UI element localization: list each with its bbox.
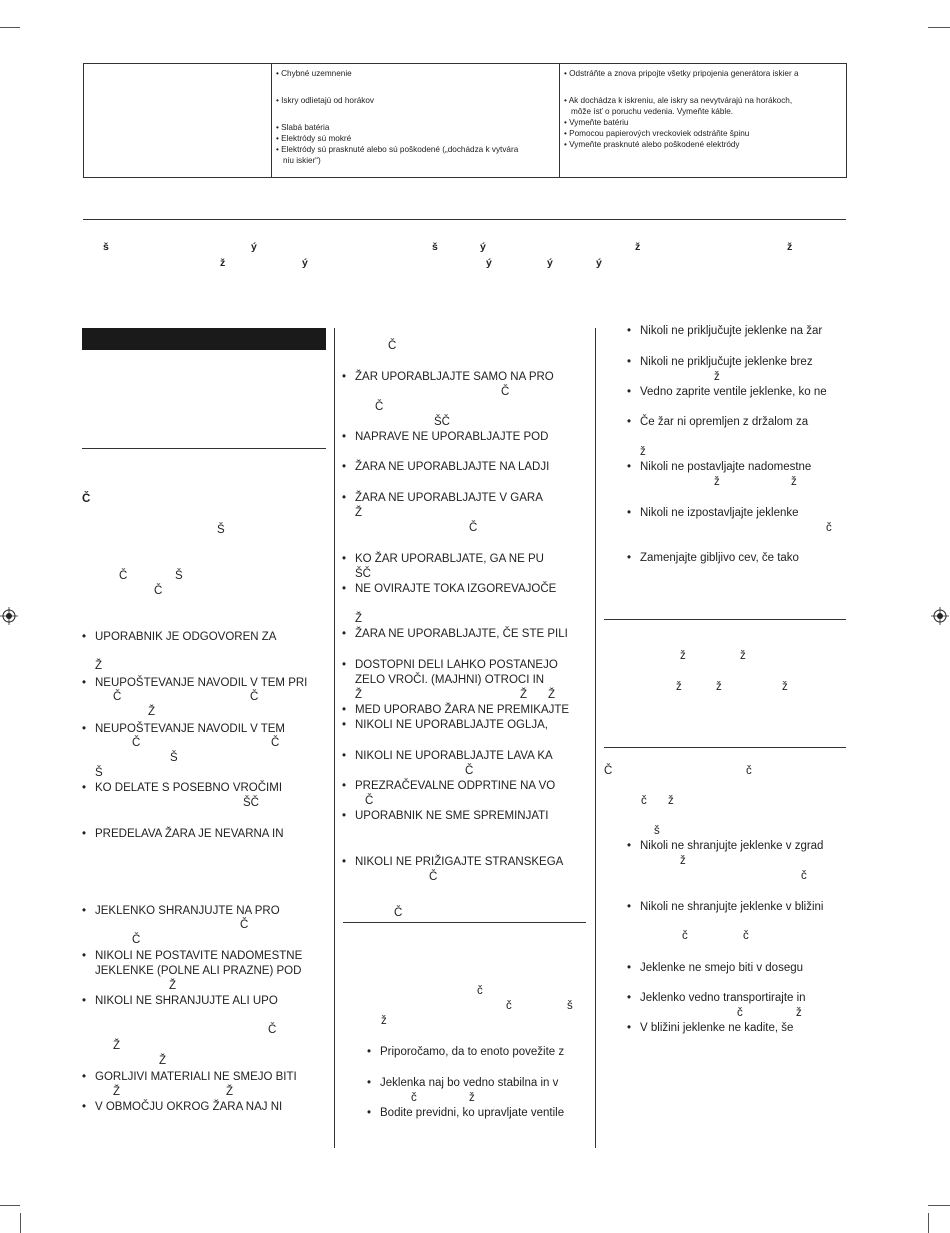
text-fragment: č [743,930,749,942]
list-item: • V bližini jeklenke ne kadite, še [640,1022,793,1034]
text-fragment: Š [95,767,103,779]
cause-line: • Chybné uzemnenie [276,69,352,78]
text-fragment: ž [796,1007,802,1019]
text-fragment: č [682,930,688,942]
list-item: • MED UPORABO ŽARA NE PREMIKAJTE [355,704,569,716]
list-item: • Vedno zaprite ventile jeklenke, ko ne [640,386,827,398]
text-fragment: ž [640,446,646,458]
text-fragment: Ž [113,1040,121,1052]
text-fragment: ž [381,1015,387,1027]
list-item: • NIKOLI NE PRIŽIGAJTE STRANSKEGA [355,856,563,868]
text-fragment: Č [119,570,128,582]
list-item: • Jeklenko vedno transportirajte in [640,992,806,1004]
solution-line: • Ak dochádza k iskreniu, ale iskry sa nevytvárajú na horákoch, [564,96,793,105]
text-fragment: Č [465,765,474,777]
list-item: • NIKOLI NE SHRANJUJTE ALI UPO [95,995,278,1007]
list-item: • NIKOLI NE UPORABLJAJTE LAVA KA [355,750,553,762]
trim-mark [20,1213,21,1233]
text-fragment: Č [154,585,163,597]
section-divider [83,219,846,220]
text-fragment: ž [782,681,788,693]
text-fragment: č [746,765,752,777]
intro-fragment: ž [787,241,793,253]
solution-line: môže ísť o poruchu vedenia. Vymeňte káble. [571,107,734,116]
text-fragment: Č [469,522,478,534]
cause-line: • Elektródy sú prasknuté alebo sú poškodené („dochádza k vytvára [276,145,519,154]
intro-fragment: ý [251,241,257,253]
column-divider [595,328,596,1148]
list-item: • Nikoli ne priključujte jeklenke na žar [640,325,822,337]
text-fragment: ž [676,681,682,693]
text-fragment: Ž [355,689,363,701]
text-fragment: č [641,795,647,807]
list-item: • ŽARA NE UPORABLJAJTE V GARA [355,492,543,504]
intro-fragment: ý [480,241,486,253]
text-fragment: Č [250,691,259,703]
text-fragment: Č [604,765,613,777]
list-item: • GORLJIVI MATERIALI NE SMEJO BITI [95,1071,297,1083]
text-fragment: Š [170,752,178,764]
list-item: • NEUPOŠTEVANJE NAVODIL V TEM PRI [95,677,307,689]
text-fragment: ž [469,1092,475,1104]
text-fragment: Ž [520,689,528,701]
list-item: • V OBMOČJU OKROG ŽARA NAJ NI [95,1101,282,1113]
text-fragment: Č [113,691,122,703]
text-fragment: Č [82,493,91,505]
text-fragment: Š [175,570,183,582]
list-item: • Priporočamo, da to enoto povežite z [380,1046,564,1058]
list-item: • UPORABNIK JE ODGOVOREN ZA [95,631,276,643]
list-item: • NIKOLI NE POSTAVITE NADOMESTNE [95,950,302,962]
text-fragment: Ž [226,1086,234,1098]
cause-line: niu iskier“) [283,156,321,165]
text-fragment: Č [501,386,510,398]
column-divider [334,328,335,1148]
list-item: • Jeklenke ne smejo biti v dosegu [640,962,803,974]
text-fragment: Š [217,524,225,536]
list-item: • Nikoli ne izpostavljajte jeklenke [640,507,799,519]
list-item: • KO ŽAR UPORABLJATE, GA NE PU [355,553,544,565]
solution-line: • Vymeňte batériu [564,118,629,127]
registration-mark-icon [931,607,949,625]
list-item: • KO DELATE S POSEBNO VROČIMI [95,782,282,794]
text-fragment: ŠČ [243,797,259,809]
text-fragment: č [411,1092,417,1104]
trim-mark [928,1213,929,1233]
text-fragment: ŠČ [355,568,371,580]
list-item-continuation: JEKLENKE (POLNE ALI PRAZNE) POD [95,965,302,977]
intro-fragment: ý [596,257,602,269]
list-item: • Nikoli ne postavljajte nadomestne [640,461,811,473]
registration-mark-icon [0,607,18,625]
text-fragment: ž [791,476,797,488]
text-fragment: Č [375,401,384,413]
text-fragment: Č [268,1024,277,1036]
intro-fragment: ý [547,257,553,269]
section-header-bar [82,328,326,350]
list-item: • DOSTOPNI DELI LAHKO POSTANEJO [355,659,558,671]
text-fragment: ž [714,371,720,383]
section-divider [343,922,586,923]
solution-line: • Odstráňte a znova pripojte všetky pripojenia generátora iskier a [564,69,799,78]
list-item: • UPORABNIK NE SME SPREMINJATI [355,810,548,822]
table-cell-solution [560,64,847,178]
text-fragment: ž [740,650,746,662]
list-item: • JEKLENKO SHRANJUJTE NA PRO [95,905,280,917]
text-fragment: ž [716,681,722,693]
cause-line: • Iskry odlietajú od horákov [276,96,374,105]
text-fragment: Ž [113,1086,121,1098]
list-item: • Nikoli ne priključujte jeklenke brez [640,356,813,368]
text-fragment: Ž [355,613,363,625]
list-item: • Če žar ni opremljen z držalom za [640,416,808,428]
trim-mark [0,27,20,28]
intro-fragment: ý [486,257,492,269]
text-fragment: Ž [548,689,556,701]
table-cell-problem [84,64,272,178]
list-item: • PREZRAČEVALNE ODPRTINE NA VO [355,780,555,792]
trim-mark [928,1205,950,1206]
troubleshooting-table [83,63,847,178]
list-item: • NEUPOŠTEVANJE NAVODIL V TEM [95,723,285,735]
list-item: • ŽARA NE UPORABLJAJTE, ČE STE PILI [355,628,568,640]
text-fragment: č [737,1007,743,1019]
list-item-continuation: ZELO VROČI. (MAJHNI) OTROCI IN [355,674,545,686]
intro-fragment: š [432,241,438,253]
text-fragment: Ž [355,507,363,519]
list-item: • Zamenjajte gibljivo cev, če tako [640,552,799,564]
text-fragment: Č [132,934,141,946]
text-fragment: č [477,985,483,997]
trim-mark [928,27,950,28]
solution-line: • Pomocou papierových vreckoviek odstráňte špinu [564,129,750,138]
list-item: • ŽAR UPORABLJAJTE SAMO NA PRO [355,371,554,383]
text-fragment: Ž [148,706,156,718]
text-fragment: ž [668,795,674,807]
intro-fragment: ž [635,241,641,253]
cause-line: • Slabá batéria [276,123,330,132]
list-item: • NAPRAVE NE UPORABLJAJTE POD [355,431,548,443]
list-item: • ŽARA NE UPORABLJAJTE NA LADJI [355,461,549,473]
list-item: • Bodite previdni, ko upravljate ventile [380,1107,564,1119]
text-fragment: č [801,870,807,882]
intro-fragment: ž [220,257,226,269]
table-cell-cause [272,64,560,178]
text-fragment: Č [132,737,141,749]
table-row [84,64,847,178]
text-fragment: Č [429,871,438,883]
text-fragment: č [826,522,832,534]
text-fragment: Č [365,795,374,807]
text-fragment: č [506,1000,512,1012]
text-fragment: Ž [159,1055,167,1067]
text-fragment: Ž [169,980,177,992]
intro-fragment: š [103,241,109,253]
trim-mark [0,1205,20,1206]
text-fragment: š [654,825,660,837]
solution-line: • Vymeňte prasknuté alebo poškodené elektródy [564,140,740,149]
list-item: • NE OVIRAJTE TOKA IZGOREVAJOČE [355,583,556,595]
list-item: • Jeklenka naj bo vedno stabilna in v [380,1077,558,1089]
text-fragment: Ž [95,660,103,672]
text-fragment: š [567,1000,573,1012]
section-heading-fragment: Č [394,907,403,919]
list-item: • Nikoli ne shranjujte jeklenke v bližini [640,901,823,913]
section-divider [604,747,846,748]
text-fragment: ž [680,650,686,662]
text-fragment: Č [388,340,397,352]
text-fragment: Č [240,919,249,931]
cause-line: • Elektródy sú mokré [276,134,352,143]
text-fragment: ŠČ [434,416,450,428]
intro-fragment: ý [302,257,308,269]
section-divider [604,619,846,620]
text-fragment: ž [714,476,720,488]
list-item: • NIKOLI NE UPORABLJAJTE OGLJA, [355,719,548,731]
list-item: • Nikoli ne shranjujte jeklenke v zgrad [640,840,823,852]
section-divider [82,448,326,449]
list-item: • PREDELAVA ŽARA JE NEVARNA IN [95,828,284,840]
text-fragment: Č [271,737,280,749]
text-fragment: ž [680,855,686,867]
